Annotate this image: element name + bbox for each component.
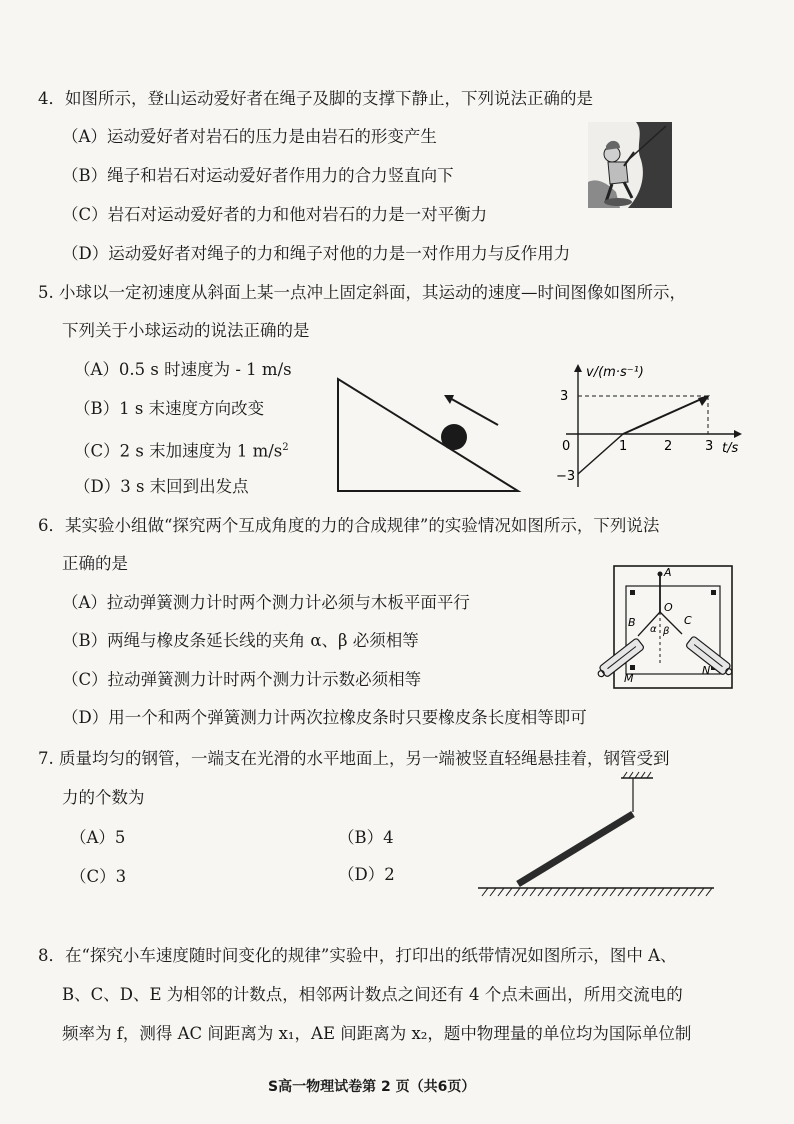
label-o: O bbox=[664, 601, 673, 614]
q4-option-a: （A）运动爱好者对岩石的压力是由岩石的形变产生 bbox=[62, 127, 437, 146]
q6-option-c: （C）拉动弹簧测力计时两个测力计示数必须相等 bbox=[62, 670, 422, 689]
page-footer: S高一物理试卷第 2 页（共6页） bbox=[268, 1079, 476, 1095]
q8-line1: 8．在“探究小车速度随时间变化的规律”实验中，打印出的纸带情况如图所示，图中 A、 bbox=[38, 946, 677, 965]
x-axis-arrow bbox=[734, 430, 742, 438]
incline-figure bbox=[336, 375, 522, 493]
q5-option-b: （B）1 s 末速度方向改变 bbox=[74, 399, 265, 418]
q5-option-c bbox=[74, 437, 289, 463]
label-b: B bbox=[628, 616, 636, 629]
label-m: M bbox=[624, 672, 634, 685]
pin-top-left bbox=[630, 590, 635, 595]
origin-label: 0 bbox=[562, 439, 571, 454]
q6-option-d: （D）用一个和两个弹簧测力计两次拉橡皮条时只要橡皮条长度相等即可 bbox=[62, 708, 587, 727]
ground-hatch bbox=[482, 888, 712, 896]
q6-stem-line1: 6．某实验小组做“探究两个互成角度的力的合成规律”的实验情况如图所示，下列说法 bbox=[38, 516, 660, 535]
q4-option-d: （D）运动爱好者对绳子的力和绳子对他的力是一对作用力与反作用力 bbox=[62, 244, 571, 263]
label-a: A bbox=[664, 566, 672, 579]
graph-segment-1 bbox=[578, 434, 623, 474]
q6-stem-line2: 正确的是 bbox=[62, 554, 128, 573]
spring-scale-right bbox=[685, 636, 735, 679]
q8-line2: B、C、D、E 为相邻的计数点，相邻两计数点之间还有 4 个点未画出，所用交流电的 bbox=[62, 985, 683, 1004]
q6-option-b: （B）两绳与橡皮条延长线的夹角 α、β 必须相等 bbox=[62, 631, 419, 650]
vt-graph bbox=[548, 362, 748, 494]
x-tick-2: 2 bbox=[664, 439, 673, 454]
climber-illustration bbox=[588, 122, 672, 208]
label-beta: β bbox=[663, 626, 670, 637]
q7-stem-line2: 力的个数为 bbox=[62, 788, 145, 807]
steel-pipe bbox=[518, 814, 633, 884]
q4-option-c: （C）岩石对运动爱好者的力和他对岩石的力是一对平衡力 bbox=[62, 205, 488, 224]
q8-line3: 频率为 f，测得 AC 间距离为 x₁，AE 间距离为 x₂，题中物理量的单位均为国际单位制 bbox=[62, 1024, 692, 1043]
y-axis-label: v/(m·s⁻¹) bbox=[586, 365, 644, 380]
x-tick-3: 3 bbox=[705, 439, 714, 454]
force-board-figure bbox=[596, 562, 746, 692]
q7-option-d: （D）2 bbox=[338, 865, 395, 884]
ball bbox=[441, 424, 467, 450]
q4-option-b: （B）绳子和岩石对运动爱好者作用力的合力竖直向下 bbox=[62, 166, 454, 185]
q7-option-b: （B）4 bbox=[338, 828, 394, 847]
q7-option-c: （C）3 bbox=[70, 867, 127, 886]
q5-stem-line2: 下列关于小球运动的说法正确的是 bbox=[62, 321, 310, 340]
q5-option-c-text: （C）2 s 末加速度为 1 m/s bbox=[74, 441, 283, 461]
label-n: N bbox=[702, 664, 711, 677]
x-axis-label: t/s bbox=[722, 441, 739, 456]
q5-option-a: （A）0.5 s 时速度为 - 1 m/s bbox=[74, 360, 292, 379]
pin-bottom-left bbox=[630, 665, 635, 670]
q5-option-d: （D）3 s 末回到出发点 bbox=[74, 477, 249, 496]
q4-stem: 4．如图所示，登山运动爱好者在绳子及脚的支撑下静止，下列说法正确的是 bbox=[38, 89, 593, 108]
velocity-arrow bbox=[448, 397, 498, 425]
rope-b bbox=[638, 612, 660, 636]
label-c: C bbox=[684, 614, 692, 627]
y-tick-neg3: −3 bbox=[556, 469, 576, 484]
steel-pipe-figure bbox=[478, 772, 718, 902]
graph-segment-2 bbox=[623, 396, 708, 434]
x-tick-1: 1 bbox=[619, 439, 628, 454]
q6-option-a: （A）拉动弹簧测力计时两个测力计必须与木板平面平行 bbox=[62, 593, 470, 612]
q7-option-a: （A）5 bbox=[70, 828, 126, 847]
incline-triangle bbox=[338, 379, 518, 491]
q7-stem-line1: 7. 质量均匀的钢管，一端支在光滑的水平地面上，另一端被竖直轻绳悬挂着，钢管受到 bbox=[38, 749, 670, 768]
pin-top-right bbox=[711, 590, 716, 595]
ceiling-hatch bbox=[623, 772, 651, 778]
y-axis-arrow bbox=[574, 364, 582, 372]
q5-option-c-superscript: 2 bbox=[282, 442, 289, 453]
label-alpha: α bbox=[650, 624, 657, 635]
y-tick-3: 3 bbox=[560, 389, 569, 404]
q5-stem-line1: 5. 小球以一定初速度从斜面上某一点冲上固定斜面，其运动的速度—时间图像如图所示， bbox=[38, 283, 686, 302]
